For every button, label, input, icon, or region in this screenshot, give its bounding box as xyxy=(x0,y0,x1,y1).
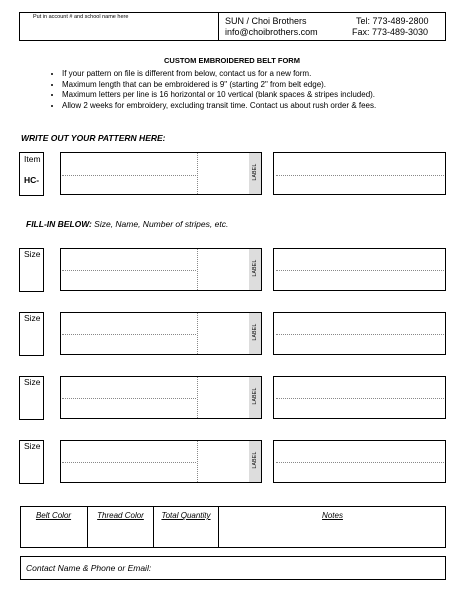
company-tel: Tel: 773-489-2800 xyxy=(356,16,429,26)
label-tag-text: LABEL xyxy=(252,451,258,469)
item-label: Item xyxy=(24,154,41,164)
belt-strip-left[interactable] xyxy=(60,152,262,195)
size-label: Size xyxy=(24,377,41,387)
strip-guide-line xyxy=(62,398,196,399)
strip-guide-line xyxy=(62,175,196,176)
strip-tick xyxy=(197,377,198,418)
rule-item: • If your pattern on file is different from below, contact us for a new form. xyxy=(62,69,376,80)
strip-guide-line xyxy=(276,334,444,335)
header-divider xyxy=(218,12,219,41)
strip-guide-line xyxy=(276,175,444,176)
label-tag-text: LABEL xyxy=(252,387,258,405)
contact-label: Contact Name & Phone or Email: xyxy=(26,563,152,573)
col-notes: Notes xyxy=(322,511,343,520)
fillin-heading-text: FILL-IN BELOW: xyxy=(26,219,92,229)
size-label: Size xyxy=(24,441,41,451)
form-title: CUSTOM EMBROIDERED BELT FORM xyxy=(164,56,300,65)
belt-strip-right[interactable] xyxy=(273,152,446,195)
label-tag-text: LABEL xyxy=(252,259,258,277)
rules-list xyxy=(48,69,376,111)
strip-guide-line xyxy=(62,270,196,271)
label-tag-text: LABEL xyxy=(252,323,258,341)
col-belt-color: Belt Color xyxy=(35,511,72,520)
strip-guide-line xyxy=(62,462,196,463)
item-code: HC- xyxy=(24,175,40,185)
rule-item: • Maximum letters per line is 16 horizontal or 10 vertical (blank spaces & stripes included). xyxy=(62,90,376,101)
company-email: info@choibrothers.com xyxy=(225,27,318,37)
strip-tick xyxy=(197,441,198,482)
fillin-heading xyxy=(26,219,228,229)
label-tag-text: LABEL xyxy=(252,163,258,181)
strip-tick xyxy=(197,153,198,194)
rule-item: • Maximum length that can be embroidered is 9" (starting 2" from belt edge). xyxy=(62,80,376,91)
strip-guide-line xyxy=(276,270,444,271)
col-total-quantity: Total Quantity xyxy=(161,511,211,520)
strip-guide-line xyxy=(62,334,196,335)
rule-item: • Allow 2 weeks for embroidery, excluding transit time. Contact us about rush order & fees. xyxy=(62,101,376,112)
size-label: Size xyxy=(24,249,41,259)
strip-tick xyxy=(197,249,198,290)
strip-guide-line xyxy=(276,398,444,399)
strip-guide-line xyxy=(276,462,444,463)
account-note: Put in account # and school name here xyxy=(33,14,129,20)
pattern-heading: WRITE OUT YOUR PATTERN HERE: xyxy=(21,133,166,143)
fillin-subheading: Size, Name, Number of stripes, etc. xyxy=(94,219,229,229)
strip-tick xyxy=(197,313,198,354)
size-label: Size xyxy=(24,313,41,323)
col-thread-color: Thread Color xyxy=(97,511,144,520)
company-name: SUN / Choi Brothers xyxy=(225,16,307,26)
company-fax: Fax: 773-489-3030 xyxy=(352,27,429,37)
